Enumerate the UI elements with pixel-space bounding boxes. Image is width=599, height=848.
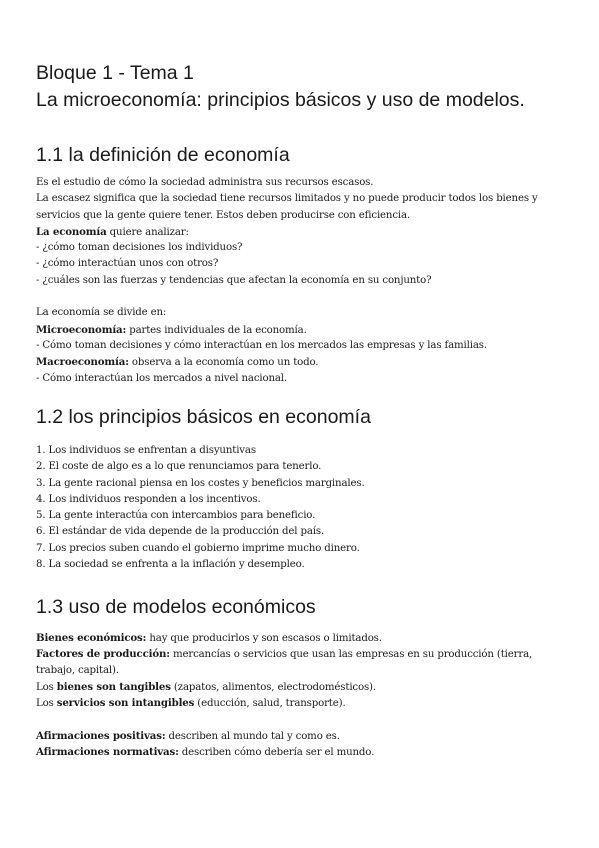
bold-term: servicios son intangibles <box>56 697 195 710</box>
list-item: 6. El estándar de vida depende de la producción del país. <box>36 526 325 538</box>
definition <box>36 322 566 338</box>
text: describen cómo debería ser el mundo. <box>178 747 375 759</box>
section-1-body <box>36 175 566 387</box>
text: hay que producirlos y son escasos o limitados. <box>146 633 382 644</box>
document-title-line-1: Bloque 1 - Tema 1 <box>36 62 194 84</box>
list-item: 1. Los individuos se enfrentan a disyuntivas <box>36 445 256 456</box>
bold-term: Factores de producción: <box>36 648 170 661</box>
definition <box>36 695 566 711</box>
definition-continued: trabajo, capital). <box>36 664 119 676</box>
list-item: - ¿cuáles son las fuerzas y tendencias que afectan la economía en su conjunto? <box>36 274 432 286</box>
text: describen al mundo tal y como es. <box>165 730 340 742</box>
definition <box>36 630 566 646</box>
list-item: - ¿cómo interactúan unos con otros? <box>36 258 219 270</box>
text: Los <box>36 681 57 693</box>
definition <box>36 728 566 744</box>
bold-term: Afirmaciones normativas: <box>36 746 179 759</box>
text: (zapatos, alimentos, electrodomésticos). <box>170 681 376 693</box>
list-item: - ¿cómo toman decisiones los individuos? <box>36 242 243 254</box>
bold-term: bienes son tangibles <box>56 680 171 693</box>
paragraph: La escasez significa que la sociedad tiene recursos limitados y no puede producir todos los bienes y <box>36 193 538 205</box>
section-3-heading: 1.3 uso de modelos económicos <box>36 596 316 618</box>
list-item: 2. El coste de algo es a lo que renunciamos para tenerlo. <box>36 461 322 473</box>
text: partes individuales de la economía. <box>126 324 307 336</box>
list-item: 7. Los precios suben cuando el gobierno imprime mucho dinero. <box>36 542 360 554</box>
bold-term: Bienes económicos: <box>36 632 147 644</box>
text: Los <box>36 698 57 710</box>
principles-list <box>36 443 566 573</box>
definition <box>36 354 566 370</box>
paragraph: servicios que la gente quiere tener. Estos deben producirse con eficiencia. <box>36 209 411 221</box>
blank-line <box>36 711 566 727</box>
text: observa a la economía como un todo. <box>128 357 319 369</box>
text: (educción, salud, transporte). <box>194 698 346 710</box>
paragraph: La economía se divide en: <box>36 307 167 319</box>
list-item: - Cómo interactúan los mercados a nivel nacional. <box>36 372 288 384</box>
list-item: 5. La gente interactúa con intercambios para beneficio. <box>36 510 316 522</box>
document-title-line-2: La microeconomía: principios básicos y uso de modelos. <box>36 89 525 111</box>
paragraph: Es el estudio de cómo la sociedad administra sus recursos escasos. <box>36 177 374 188</box>
bold-term: Macroeconomía: <box>36 356 129 369</box>
list-item: 8. La sociedad se enfrenta a la inflación y desempleo. <box>36 559 305 571</box>
paragraph <box>36 224 566 240</box>
definition <box>36 744 566 760</box>
section-2-heading: 1.2 los principios básicos en economía <box>36 406 371 428</box>
text: quiere analizar: <box>106 226 189 238</box>
list-item: 3. La gente racional piensa en los costes y beneficios marginales. <box>36 477 365 489</box>
list-item: - Cómo toman decisiones y cómo interactúan en los mercados las empresas y las familias. <box>36 339 487 351</box>
section-1-heading: 1.1 la definición de economía <box>36 144 290 166</box>
bold-term: Afirmaciones positivas: <box>36 729 166 742</box>
list-item: 4. Los individuos responden a los incentivos. <box>36 493 261 505</box>
blank-line <box>36 289 566 305</box>
definition <box>36 679 566 695</box>
bold-term: La economía <box>36 225 107 238</box>
definition <box>36 646 566 662</box>
section-3-body <box>36 630 566 760</box>
bold-term: Microeconomía: <box>36 323 127 336</box>
text: mercancías o servicios que usan las empresas en su producción (tierra, <box>169 649 533 661</box>
